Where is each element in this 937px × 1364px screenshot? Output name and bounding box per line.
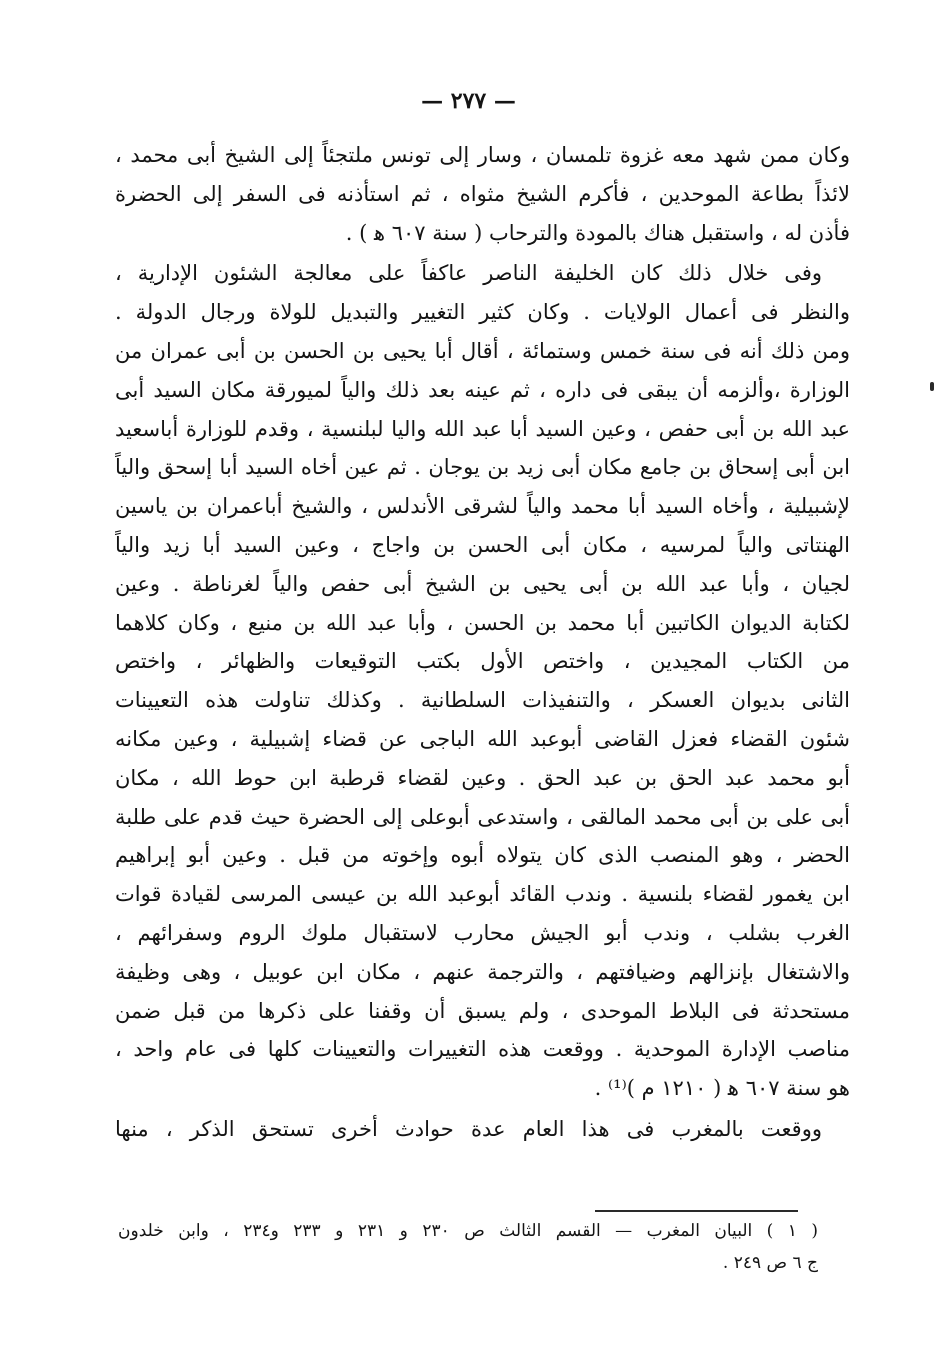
footnote-line: ج ٦ ص ٢٤٩ . xyxy=(722,1253,818,1273)
footnotes xyxy=(118,1215,818,1279)
text-line: هو سنة ٦٠٧ ﻫ ( ١٢١٠ م )⁽¹⁾ . xyxy=(594,1076,850,1101)
margin-mark xyxy=(930,382,934,391)
text-line: لائذاً بطاعة الموحدين ، فأكرم الشيخ مثواه ، ثم استأذنه فى السفر إلى الحضرة xyxy=(115,181,850,206)
text-line: من الكتاب المجيدين ، واختص الأول بكتب التوقيعات والظهائر ، واختص xyxy=(115,649,850,674)
text-line: الثانى بديوان العسكر ، والتنفيذات السلطانية . وكذلك تناولت هذه التعيينات xyxy=(115,688,850,713)
text-line: ابن يغمور لقضاء بلنسية . وندب القائد أبوعبد الله بن عيسى المرسى لقيادة قوات xyxy=(115,882,850,907)
text-line: عبد الله بن أبى حفص ، وعين السيد أبا عبد الله واليا لبلنسية ، وقدم للوزارة أباسعيد xyxy=(115,416,850,441)
text-line: والاشتغال بإنزالهم وضيافتهم ، والترجمة عنهم ، مكان ابن عوبيل ، وهى وظيفة xyxy=(115,959,850,984)
footnote-divider xyxy=(595,1210,798,1212)
text-line: الحضر ، وهو المنصب الذى كان يتولاه أبوه وإخوته من قبل . وعين أبو إبراهيم xyxy=(115,843,850,868)
text-line: الوزارة ،وألزمه أن يبقى فى داره ، ثم عينه بعد ذلك والياً لميورقة مكان السيد أبى xyxy=(115,377,850,402)
text-line: والنظر فى أعمال الولايات . وكان كثير التغيير والتبديل للولاة ورجال الدولة . xyxy=(115,300,850,325)
text-line: ووقعت بالمغرب فى هذا العام عدة حوادث أخرى تستحق الذكر ، منها xyxy=(115,1116,822,1141)
page-number: — ٢٧٧ — xyxy=(421,88,516,114)
text-line: مناصب الإدارة الموحدية . ووقعت هذه التغييرات والتعيينات كلها فى عام واحد ، xyxy=(115,1037,850,1062)
text-line: وفى خلال ذلك كان الخليفة الناصر عاكفاً على معالجة الشئون الإدارية ، xyxy=(115,261,822,286)
text-line: لجيان ، وأبا عبد الله بن أبى يحيى بن الشيخ أبى حفص والياً لغرناطة . وعين xyxy=(115,571,850,596)
text-line: فأذن له ، واستقبل هناك بالمودة والترحاب ( سنة ٦٠٧ ﻫ ) . xyxy=(345,220,850,245)
footnote-line: ( ١ ) البيان المغرب — القسم الثالث ص ٢٣٠ و ٢٣١ و ٢٣٣ و٢٣٤ ، وابن خلدون xyxy=(118,1221,818,1241)
text-line: شئون القضاء فعزل القاضى أبوعبد الله الباجى عن قضاء إشبيلية ، وعين مكانه xyxy=(115,726,850,751)
text-line: مستحدثة فى البلاط الموحدى ، ولم يسبق أن وقفنا على ذكرها من قبل ضمن xyxy=(115,998,850,1023)
text-line: ابن أبى إسحاق بن جامع مكان أبى زيد بن يوجان . ثم عين أخاه السيد أبا إسحق والياً xyxy=(115,455,850,480)
text-line: لإشبيلية ، وأخاه السيد أبا محمد والياً لشرقى الأندلس ، والشيخ أباعمران بن ياسين xyxy=(115,494,850,519)
text-line: الغرب بشلب ، وندب أبو الجيش محارب لاستقبال ملوك الروم وسفرائهم ، xyxy=(115,920,850,945)
text-line: ومن ذلك أنه فى سنة خمس وستمائة ، أقال أبا يحيى بن الحسن بن أبى عمران من xyxy=(115,338,850,363)
text-line: وكان ممن شهد معه غزوة تلمسان ، وسار إلى تونس ملتجئاً إلى الشيخ أبى محمد ، xyxy=(115,143,850,167)
text-line: أبو محمد عبد الحق بن عبد الحق . وعين لقضاء قرطبة ابن حوط الله ، مكان xyxy=(115,765,850,790)
text-line: لكتابة الديوان الكاتبين أبا محمد بن الحسن ، وأبا عبد الله بن منيع ، وكان كلاهما xyxy=(115,610,850,635)
text-line: الهنتاتى والياً لمرسيه ، مكان أبى الحسن بن واجاج ، وعين السيد أبا زيد والياً xyxy=(115,532,850,557)
text-line: أبى على بن أبى محمد المالقى ، واستدعى أبوعلى إلى الحضرة حيث قدم على طلبة xyxy=(115,804,850,829)
main-text xyxy=(115,136,850,1149)
